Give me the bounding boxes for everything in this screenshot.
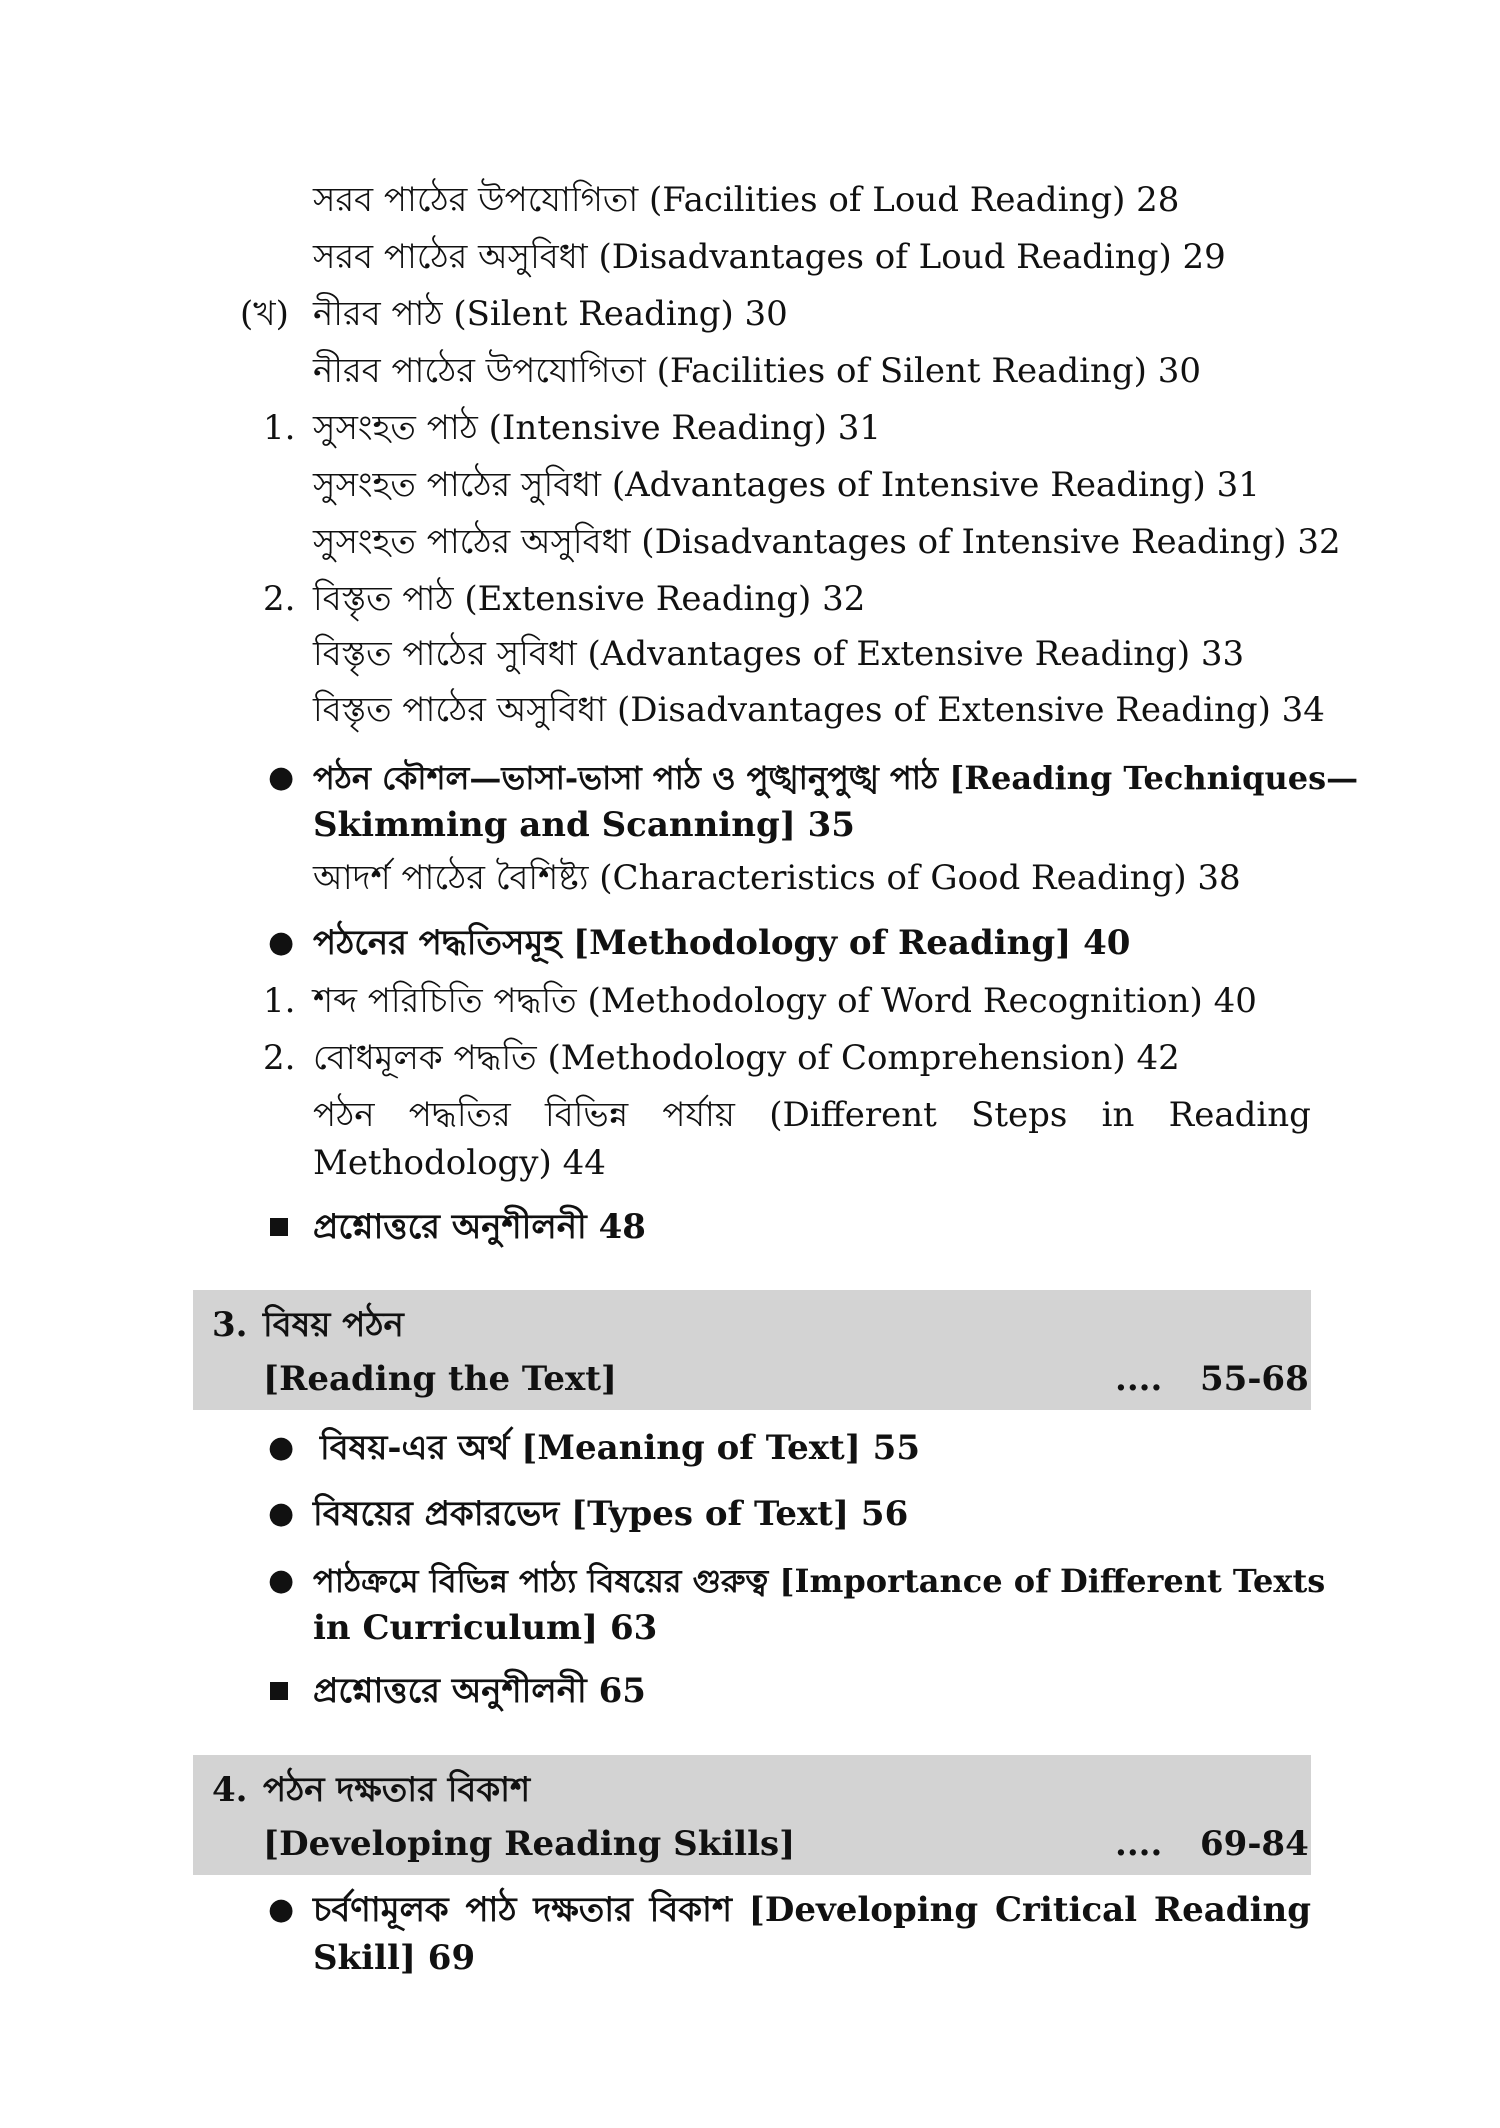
toc-entry: বিস্তৃত পাঠের অসুবিধা (Disadvantages of Extensive Reading) 34 (313, 690, 1325, 730)
toc-entry: বিস্তৃত পাঠ (Extensive Reading) 32 (313, 579, 866, 619)
leader-dots: .... (1115, 1824, 1163, 1864)
toc-entry: আদর্শ পাঠের বৈশিষ্ট্য (Characteristics of Good Reading) 38 (313, 858, 1241, 898)
toc-entry: Skimming and Scanning] 35 (313, 805, 855, 845)
bullet-icon: ● (268, 1496, 295, 1531)
chapter-title-bn: বিষয় পঠন (263, 1305, 404, 1345)
toc-entry: প্রশ্নোত্তরে অনুশীলনী 48 (313, 1207, 646, 1247)
chapter-number: 3. (212, 1305, 248, 1345)
toc-entry: সরব পাঠের অসুবিধা (Disadvantages of Loud Reading) 29 (313, 237, 1226, 277)
toc-entry-number: 1. (263, 408, 296, 448)
chapter-title-en: [Reading the Text] (263, 1359, 618, 1399)
chapter-title-bn: পঠন দক্ষতার বিকাশ (263, 1770, 531, 1810)
word: Steps (971, 1095, 1068, 1135)
toc-entry: বোধমূলক পদ্ধতি (Methodology of Comprehension) 42 (313, 1038, 1180, 1078)
toc-entry-number: 2. (263, 579, 296, 619)
toc-entry: পঠন কৌশল—ভাসা-ভাসা পাঠ ও পুঙ্খানুপুঙ্খ পাঠ [Reading Techniques— (313, 759, 1359, 797)
toc-entry: সরব পাঠের উপযোগিতা (Facilities of Loud Reading) 28 (313, 180, 1180, 220)
chapter-number: 4. (212, 1770, 248, 1810)
word: পদ্ধতির (408, 1095, 511, 1135)
chapter-pages: 69-84 (1200, 1824, 1309, 1864)
toc-entry: শব্দ পরিচিতি পদ্ধতি (Methodology of Word Recognition) 40 (313, 981, 1257, 1021)
bullet-icon: ● (268, 1430, 295, 1465)
bullet-icon: ● (268, 925, 295, 960)
toc-entry: সুসংহত পাঠ (Intensive Reading) 31 (313, 408, 882, 448)
word: দক্ষতার (533, 1890, 633, 1930)
toc-entry: বিষয়ের প্রকারভেদ [Types of Text] 56 (313, 1494, 909, 1534)
toc-entry-number: 1. (263, 981, 296, 1021)
toc-entry: বিষয়-এর অর্থ [Meaning of Text] 55 (320, 1428, 920, 1468)
bullet-icon: ● (268, 1563, 295, 1598)
toc-entry: পাঠক্রমে বিভিন্ন পাঠ্য বিষয়ের গুরুত্ব [Importance of Different Texts (313, 1562, 1326, 1600)
toc-entry: সুসংহত পাঠের সুবিধা (Advantages of Intensive Reading) 31 (313, 465, 1260, 505)
toc-entry: নীরব পাঠ (Silent Reading) 30 (313, 294, 788, 334)
toc-entry: Skill] 69 (313, 1938, 476, 1978)
word: পর্যায় (662, 1095, 735, 1135)
word: [Developing (748, 1890, 979, 1930)
square-bullet-icon (270, 1682, 288, 1700)
toc-entry: প্রশ্নোত্তরে অনুশীলনী 65 (313, 1671, 646, 1711)
toc-entry: Methodology) 44 (313, 1143, 606, 1183)
toc-entry: পঠনের পদ্ধতিসমূহ [Methodology of Reading] 40 (313, 923, 1131, 963)
square-bullet-icon (270, 1218, 288, 1236)
word: in (1101, 1095, 1135, 1135)
toc-entry-justified (313, 1093, 1311, 1137)
bullet-icon: ● (268, 760, 295, 795)
toc-entry: সুসংহত পাঠের অসুবিধা (Disadvantages of Intensive Reading) 32 (313, 522, 1341, 562)
word: বিভিন্ন (545, 1095, 629, 1135)
toc-entry-number: 2. (263, 1038, 296, 1078)
bullet-icon: ● (268, 1892, 295, 1927)
toc-entry-label: (খ) (240, 294, 289, 334)
leader-dots: .... (1115, 1359, 1163, 1399)
chapter-pages: 55-68 (1200, 1359, 1309, 1399)
toc-entry: বিস্তৃত পাঠের সুবিধা (Advantages of Extensive Reading) 33 (313, 634, 1245, 674)
chapter-title-en: [Developing Reading Skills] (263, 1824, 796, 1864)
word: Reading (1168, 1095, 1311, 1135)
word: Critical (994, 1890, 1138, 1930)
word: চর্বণামূলক (313, 1890, 449, 1930)
toc-entry: নীরব পাঠের উপযোগিতা (Facilities of Silent Reading) 30 (313, 351, 1202, 391)
word: বিকাশ (649, 1890, 733, 1930)
toc-entry: in Curriculum] 63 (313, 1608, 658, 1648)
toc-entry-justified (313, 1888, 1311, 1932)
word: Reading (1153, 1890, 1311, 1930)
word: পাঠ (465, 1890, 517, 1930)
word: (Different (769, 1095, 937, 1135)
word: পঠন (313, 1095, 375, 1135)
